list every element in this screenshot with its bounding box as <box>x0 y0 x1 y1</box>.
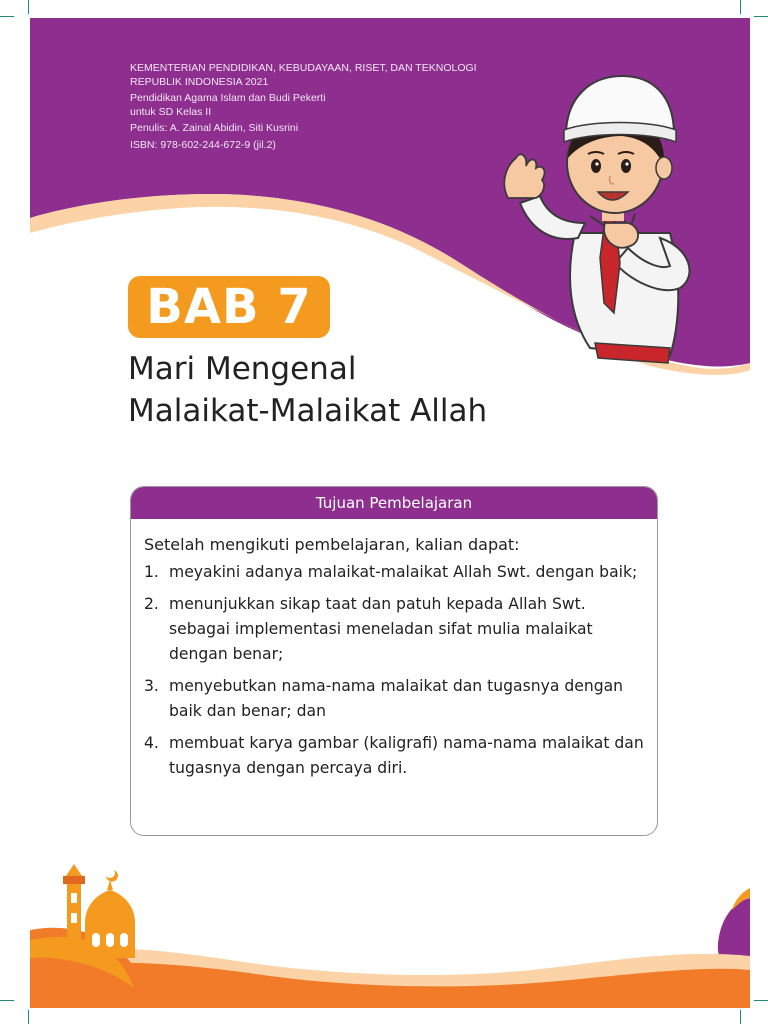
list-item-number: 3. <box>144 677 159 695</box>
crop-mark <box>0 16 14 17</box>
authors-line: Penulis: A. Zainal Abidin, Siti Kusrini <box>130 122 299 134</box>
crop-mark <box>740 1010 741 1024</box>
chapter-title-line1: Mari Mengenal <box>128 351 357 387</box>
objectives-intro: Setelah mengikuti pembelajaran, kalian dapat: <box>144 535 520 554</box>
grade-line: untuk SD Kelas II <box>130 105 212 118</box>
list-item-number: 2. <box>144 595 159 613</box>
crop-mark <box>28 1010 29 1024</box>
book-page <box>30 18 750 1008</box>
crop-mark <box>740 0 741 14</box>
subject-line: Pendidikan Agama Islam dan Budi Pekerti <box>130 92 326 104</box>
isbn-line: ISBN: 978-602-244-672-9 (jil.2) <box>130 138 276 151</box>
crop-mark <box>754 16 768 17</box>
list-item-number: 1. <box>144 563 159 581</box>
ministry-line: KEMENTERIAN PENDIDIKAN, KEBUDAYAAN, RISET, DAN TEKNOLOGI <box>130 62 477 74</box>
chapter-title-line2: Malaikat-Malaikat Allah <box>128 393 488 429</box>
crop-mark <box>754 1000 768 1001</box>
chapter-badge: BAB 7 <box>128 276 330 338</box>
crop-mark <box>0 1000 14 1001</box>
crop-mark <box>28 0 29 14</box>
list-item-text: menyebutkan nama-nama malaikat dan tugasnya dengan baik dan benar; dan <box>169 677 624 720</box>
list-item-text: menunjukkan sikap taat dan patuh kepada Allah Swt. sebagai implementasi meneladan sifat mulia malaikat dengan benar; <box>169 595 593 663</box>
list-item-text: meyakini adanya malaikat-malaikat Allah Swt. dengan baik; <box>169 563 638 581</box>
footer-mosque-decoration <box>30 18 750 1008</box>
list-item-number: 4. <box>144 734 159 752</box>
learning-objectives-header: Tujuan Pembelajaran <box>131 487 657 519</box>
list-item-text: membuat karya gambar (kaligrafi) nama-nama malaikat dan tugasnya dengan percaya diri. <box>169 734 644 777</box>
ministry-year-line: REPUBLIK INDONESIA 2021 <box>130 75 269 88</box>
